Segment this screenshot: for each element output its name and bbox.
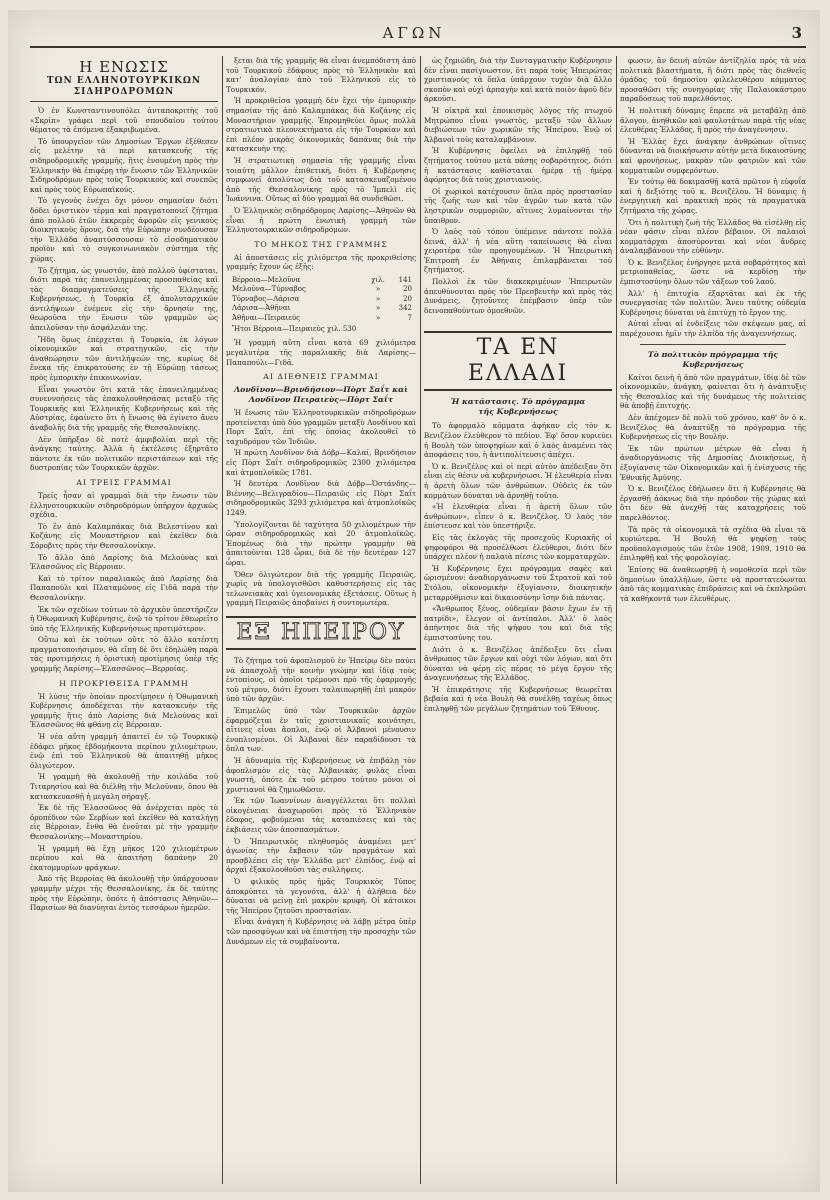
paragraph: Ἐκ τῶν Ἰωαννίνων ἀναγγέλλεται ὅτι πολλαὶ οἰκογένειαι ἀναχωροῦσι πρὸς τὸ Ἑλληνικὸν ἔδαφος, φοβούμεναι τὰς καταπιέσεις καὶ τὰς ἐκβιάσεις τῶν ἀποσπασμάτων.	[226, 796, 416, 835]
paragraph: Τὸ ζήτημα, ὡς γνωστόν, ἀπὸ πολλοῦ ὑφίσταται, διότι παρὰ τὰς ἐπανειλημμένας προσπαθείας καὶ τὰς διαπραγματεύσεις τῆς Ἑλληνικῆς Κυβερνήσεως, ἡ Τουρκία ἐξ ἀπολυταρχικῶν ἀντιλήψεων ἐνέμενε εἰς τὴν ἄρνησίν της, θεωροῦσα τὴν ἕνωσιν τῶν γραμμῶν ὡς ἀπειλοῦσαν τὴν ἀσφάλειάν της.	[30, 265, 218, 333]
paragraph: Οὕτω καὶ ἐκ τούτων οὔτε τὸ ἄλλο κατέστη πραγματοποιήσιμον, θὰ εἴπῃ δὲ ὅτι ἐδηλώθη παρὰ τὰς προτιμήσεις ἡ ὁριστικὴ προτίμησις ὑπὲρ τῆς γραμμῆς Λαρίσης—Ἐλασσῶνος—Βερροίας.	[30, 635, 218, 674]
section-heading: ΑΙ ΤΡΕΙΣ ΓΡΑΜΜΑΙ	[76, 477, 172, 487]
column-divider	[616, 56, 617, 1184]
route-name: Τύρναβος—Λάρισα	[232, 294, 300, 303]
section-subheading: τῆς Κυβερνήσεως	[478, 407, 558, 417]
article-subheadline: ΤΩΝ ΕΛΛΗΝΟΤΟΥΡΚΙΚΩΝ ΣΙΔΗΡΟΔΡΟΜΩΝ	[30, 76, 218, 102]
paragraph: Ἡ γραμμὴ θὰ ἔχῃ μῆκος 120 χιλιομέτρων περίπου καὶ θὰ ἀπαιτήσῃ δαπάνην 20 ἑκατομμυρίων φράγκων.	[30, 843, 218, 872]
column-1	[30, 56, 218, 1184]
distance-value: 7	[407, 313, 412, 322]
table-total: Ἤτοι Βέρροια—Πειραιεὺς χιλ. 530	[232, 324, 357, 333]
paragraph: Ὅθεν ὁλιγώτερον διὰ τῆς γραμμῆς Πειραιῶς, χωρὶς νὰ ὑπολογισθῶσι καθυστερήσεις εἰς τὰς τελωνειακὰς καὶ ὑγειονομικὰς ἐξετάσεις. Οὕτως ἡ γραμμὴ Πειραιῶς ἀποβαίνει ἡ συντομωτέρα.	[226, 569, 416, 608]
section-heading: Η ΠΡΟΚΡΙΘΕΙΣΑ ΓΡΑΜΜΗ	[59, 678, 189, 688]
paragraph: Ὁ κ. Βενιζέλος ἐδήλωσεν ὅτι ἡ Κυβέρνησις θὰ ἐργασθῇ ἀόκνως διὰ τὴν πρόοδον τῆς χώρας καὶ ὅτι δὲν θὰ ἀνεχθῇ τὰς καταχρήσεις τοῦ παρελθόντος.	[620, 484, 806, 522]
paragraph: Ἡ Κυβέρνησις ἔχει πρόγραμμα σαφὲς καὶ ὡρισμένον: ἀναδιοργάνωσιν τοῦ Στρατοῦ καὶ τοῦ Στόλου, οἰκονομικὴν ἐξυγίανσιν, διοικητικὴν μεταρρύθμισιν καὶ δικαιοσύνην ἴσην διὰ πάντας.	[424, 563, 612, 602]
paragraph: Ἐπιμελῶς ὑπὸ τῶν Τουρκικῶν ἀρχῶν ἐφαρμόζεται ἐν ταῖς χριστιανικαῖς κοινότησι, αἵτινες εἶναι ἄοπλοι, ἐνῷ οἱ Ἀλβανοὶ μένουσιν ἐνοπλισμένοι. Οἱ Ἀλβανοὶ δὲν παραδίδουσι τὰ ὅπλα των.	[226, 705, 416, 754]
masthead-title: ΑΓΩΝ	[382, 24, 446, 42]
table-row	[232, 295, 412, 304]
paragraph: «Ἄνθρωπος ξένος, οὐδεμίαν βάσιν ἔχων ἐν τῇ πατρίδι», ἔλεγον οἱ ἀντίπαλοι. Ἀλλ' ὁ λαὸς ἀπήντησε διὰ τῆς ψήφου του καὶ διὰ τῆς ἐμπιστοσύνης του.	[424, 604, 612, 642]
unit: χιλ.	[371, 275, 385, 284]
paragraph: Ἡ δευτέρα Λονδῖνον διὰ Δόβρ—Ὀστάνδης—Βιέννης—Βελιγραδίου—Πειραιῶς εἰς Πὸρτ Σαΐτ σιδηροδρομικῶς 3293 χιλιόμετρα καὶ ἀτμοπλοϊκῶς 1249.	[226, 479, 416, 518]
paragraph: Ἡ λύσις τῆν ὁποίαν προετίμησεν ἡ Ὀθωμανικὴ Κυβέρνησις ἀποδέχεται τὴν κατασκευὴν τῆς γραμμῆς ἥτις ἀπὸ Λαρίσης διὰ Μελούνας καὶ Ἐλασσῶνος θὰ φθάνῃ εἰς Βέρροιαν.	[30, 691, 218, 730]
paragraph: Ἡ ἀδυναμία τῆς Κυβερνήσεως νὰ ἐπιβάλῃ τὸν ἀφοπλισμὸν εἰς τὰς Ἀλβανικὰς φυλὰς εἶναι γνωστή, ὁπότε ἐκ τοῦ μέτρου τούτου μόνοι οἱ χριστιανοὶ θὰ ζημιωθῶσιν.	[226, 755, 416, 794]
paragraph: Τρεῖς ἦσαν αἱ γραμμαὶ διὰ τὴν ἕνωσιν τῶν ἑλληνοτουρκικῶν σιδηροδρόμων ὑπῆρχον ἀρχικῶς σχέδια.	[30, 490, 218, 520]
paragraph: Ἡ νέα αὕτη γραμμὴ ἀπαιτεῖ ἐν τῷ Τουρκικῷ ἐδάφει μῆκος ἑβδομήκοντα περίπου χιλιομέτρων, ἐνῷ ἐπὶ τοῦ Ἑλληνικοῦ θὰ ἀπαιτηθῇ μῆκος ὀλιγώτερον.	[30, 732, 218, 770]
column-divider	[222, 56, 223, 1184]
paragraph: Αἱ ἀποστάσεις εἰς χιλιόμετρα τῆς προκριθείσης γραμμῆς ἔχουν ὡς ἑξῆς:	[226, 252, 416, 272]
column-4	[620, 56, 806, 1184]
table-row	[232, 285, 412, 294]
section-banner-greece: ΤΑ ΕΝ ΕΛΛΑΔΙ	[424, 331, 612, 391]
section-subheading: Λονδῖνον Πειραιεὺς—Πὸρτ Σαΐτ	[248, 395, 394, 405]
distance-value: 20	[403, 285, 412, 294]
paragraph: Ἡ Ἑλλὰς ἔχει ἀνάγκην ἀνθρώπων οἵτινες δύνανται νὰ διοικήσωσιν αὐτὴν μετὰ δικαιοσύνης καὶ φρονήσεως, μακρὰν τῶν φατριῶν καὶ τῶν κομματικῶν συμφερόντων.	[620, 136, 806, 175]
paragraph: Πολλοὶ ἐκ τῶν διακεκριμένων Ἠπειρωτῶν ἀπευθύνονται πρὸς τὸν Πρεσβευτὴν καὶ πρὸς τὰς Δυνάμεις, ζητοῦντες ἐπέμβασιν ὑπὲρ τῶν δεινοπαθούντων ὁμοεθνῶν.	[424, 277, 612, 315]
distance-value: 20	[403, 294, 412, 303]
unit: »	[375, 313, 381, 322]
paragraph: Ἡ προκριθεῖσα γραμμὴ δὲν ἔχει τὴν ἐμπορικὴν σημασίαν τῆς ἀπὸ Καλαμπάκας διὰ Κοζάνης εἰς Μοναστήριον γραμμῆς. Ἐπρομηθεύει ὅμως πολλὰ στρατιωτικὰ πλεονεκτήματα εἰς τὴν Τουρκίαν καὶ ἐπὶ πλέον μικρὰς ὀικονομικὰς δαπάνας διὰ τὴν κατασκευὴν της.	[226, 96, 416, 154]
paragraph: Ἐκ δὲ τῆς Ἐλασσῶνος θὰ ἀνέρχεται πρὸς τὸ ὀροπέδιον τῶν Σερβίων καὶ ἐκεῖθεν θὰ καταλήγῃ εἰς Βέρροιαν, ἔνθα θὰ ἑνοῦται μὲ τὴν γραμμὴν Θεσσαλονίκης—Μοναστηρίου.	[30, 803, 218, 841]
table-row	[232, 304, 412, 313]
distance-value: 342	[398, 304, 412, 313]
spacer	[424, 317, 612, 323]
unit: »	[375, 285, 381, 294]
paragraph: Ἀλλ' ἡ ἐπιτυχία ἐξαρτᾶται καὶ ἐκ τῆς συνεργασίας τῶν πολιτῶν. Ἄνευ ταύτης οὐδεμία Κυβέρνησις δύναται νὰ ἐπιτύχῃ τὸ ἔργον της.	[620, 288, 806, 317]
page-header	[8, 24, 820, 54]
paragraph: Ἡ Κυβέρνησις ὀφείλει νὰ ἐπιληφθῇ τοῦ ζητήματος τούτου μετὰ πάσης σοβαρότητος, διότι ἡ κατάστασις καθίσταται ἡμέρᾳ τῇ ἡμέρᾳ ἀφόρητος διὰ τοὺς χριστιανούς.	[424, 146, 612, 185]
route-name: Λάρισα—Ἀθῆναι	[232, 304, 291, 313]
paragraph: Δὲν ὑπῆρξαν δὲ ποτὲ ἀμφιβολίαι περὶ τῆς ἀνάγκης ταύτης. Ἀλλὰ ἡ ἐκτέλεσις ἐξηρτᾶτο πάντοτε ἐκ τῶν πολιτικῶν περιστάσεων καὶ τῆς δυστροπίας τῶν Τουρκικῶν ἀρχῶν.	[30, 434, 218, 473]
distance-value: 141	[398, 275, 412, 284]
paragraph: Τὸ ἄλλο ἀπὸ Λαρίσης διὰ Μελούνας καὶ Ἐλασσῶνος εἰς Βέρροιαν.	[30, 552, 218, 572]
paragraph: ξεται διὰ τῆς γραμμῆς θὰ εἶναι ἀνεμπόδιστη ἀπὸ τοῦ Τουρκικοῦ ἐδάφους πρὸς τὸ Ἑλληνικὸν καὶ κατ' ἀναλογίαν ἀπὸ τοῦ Ἑλληνικοῦ εἰς τὸ Τουρκικόν.	[226, 56, 416, 94]
route-name: Ἀθῆναι—Πειραιεύς	[232, 313, 301, 322]
column-2	[226, 56, 416, 1184]
paragraph: Ἡ οἰκτρὰ καὶ ἐποικισμὸς λόγος τῆς πτωχοῦ Μητρώπου εἶναι γνωστὸς, μεταξὺ τῶν ἄλλων διεβιώσεων τῶν χωρικῶν τῆς Ἠπείρου. Ἐνῷ οἱ Ἀλβανοὶ τοὺς καταλαμβάνουν.	[424, 105, 612, 144]
paragraph: Αὐταὶ εἶναι αἱ ἐνδείξεις τῶν σκέψεων μας, αἱ παρέχουσαι ἡμῖν τὴν ἐλπίδα τῆς ἀναγεννήσεως.	[620, 319, 806, 339]
paragraph: Διότι ὁ κ. Βενιζέλος ἀπέδειξεν ὅτι εἶναι ἄνθρωπος τῶν ἔργων καὶ οὐχὶ τῶν λόγων, καὶ ὅτι δύναται νὰ φέρῃ εἰς πέρας τὸ μέγα ἔργον τῆς ἀναγεννήσεως τῆς Ἑλλάδος.	[424, 644, 612, 683]
paragraph: Καίτοι δεινὴ ἡ ἀπὸ τῶν πραγμάτων, ἰδίᾳ δὲ τῶν οἰκονομικῶν, ἀνάγκη, φαίνεται ὅτι ἡ ἀνάπτυξις τῆς Θεσσαλίας καὶ τῆς δυνάμεως τῆς πολιτείας θὰ ἀποβῇ ἐπιτυχής.	[620, 372, 806, 411]
paragraph: Εἶναι ἀνάγκη ἡ Κυβέρνησις νὰ λάβῃ μέτρα ὑπὲρ τῶν προσφύγων καὶ νὰ ἐπιστήσῃ τὴν προσοχὴν τῶν Δυνάμεων εἰς τὰ συμβαίνοντα.	[226, 917, 416, 946]
paragraph: Εἰς τὰς ἐκλογὰς τῆς προσεχοῦς Κυριακῆς οἱ ψηφοφόροι θὰ προσέλθωσι ἐλεύθεροι, διότι δὲν ὑπάρχει πλέον ἡ παλαιὰ πίεσις τῶν κομματαρχῶν.	[424, 532, 612, 562]
paragraph: Ὑπολογίζονται δὲ ταχύτητα 50 χιλιομέτρων τὴν ὥραν σιδηροδρομικῶς καὶ 20 ἀτμοπλοϊκῶς. Ἐπομένως διὰ τὴν πρώτην γραμμὴν θὰ ἀπαιτοῦνται 128 ὧραι, διὰ δὲ τὴν δευτέραν 127 ὧραι.	[226, 519, 416, 567]
header-rule	[30, 46, 806, 48]
paragraph: Ἀπὸ τῆς Βερροίας θὰ ἀκολουθῇ τὴν ὑπάρχουσαν γραμμὴν μέχρι τῆς Θεσσαλονίκης, ἐκ δὲ ταύτης πρὸς τὴν Εὐρώπην, ὁπότε ἡ ἀπόστασις Ἀθηνῶν—Παρισίων θὰ διανύηται ἐντὸς τεσσάρων ἡμερῶν.	[30, 874, 218, 913]
paragraph: Ὁ κ. Βενιζέλος καὶ οἱ περὶ αὐτὸν ἀπέδειξαν ὅτι εἶναι εἰς θέσιν νὰ κυβερνήσωσι. Ἡ ἐλευθερία εἶναι ἡ ἀρετὴ ὅλων τῶν ἀνθρώπων. Οὐδεὶς ἐκ τῶν κομμάτων δύναται νὰ ἀρνηθῇ τοῦτο.	[424, 461, 612, 500]
paragraph: Ἡ ἕνωσις τῶν Ἑλληνοτουρκικῶν σιδηροδρόμων προτείνεται ὑπὸ δύο γραμμῶν μεταξὺ Λονδίνου καὶ Πορτ Σαΐτ, ἐπὶ τῆς ὁποίας ἀκολουθεῖ τὸ ταχυδρόμον τῶν Ἰνδιῶν.	[226, 408, 416, 446]
paragraph: Τὸ ἓν ἀπὸ Καλαμπάκας διὰ Βελεστίνου καὶ Κοζάνης εἰς Μοναστήριον καὶ ἐκεῖθεν διὰ Σόροβιτς πρὸς τὴν Θεσσαλονίκην.	[30, 521, 218, 550]
table-row	[232, 276, 412, 285]
section-heading: ΑΙ ΔΙΕΘΝΕΙΣ ΓΡΑΜΜΑΙ	[263, 372, 379, 382]
paragraph: Τὸ ζήτημα τοῦ ἀφοπλισμοῦ ἐν Ἠπείρῳ δὲν παύει νὰ ἀπασχολῇ τὴν κοινὴν γνώμην καὶ ἰδίᾳ τοὺς ἐντοπίους, οἱ ὁποῖοι τρέμουσι πρὸ τῆς ἐφαρμογῆς τοῦ μέτρου, διότι ἔχουσι ταλαιπωρηθῇ ἐπὶ μακρόν ὑπὸ τῶν ἀρχῶν.	[226, 655, 416, 704]
paragraph: Τὸ ὑπουργεῖον τῶν Δημοσίων Ἔργων ἐξέθεσεν εἰς μελέτην τὰ περὶ κατασκευῆς τῆς σιδηροδρομικῆς γραμμῆς, ἥτις ἑνουμένη πρὸς τὴν Ἑλληνικὴν θὰ ἐπιφέρῃ τὴν ἕνωσιν τῶν Ἑλληνικῶν Σιδηροδρόμων πρὸς τοὺς Τουρκικοὺς καὶ συνεπῶς καὶ πρὸς τοὺς Εὐρωπαϊκούς.	[30, 136, 218, 194]
paragraph: Τὸ γεγονὸς ἐνέχει ὄχι μόνον σημασίαν διότι δόδει ὁριστικὸν τέρμα καὶ πραγματοποιεῖ ζήτημα ἀπὸ πολλοῦ ἐτῶν ἐκκρεμὲς ἀφορῶν εἰς γενικοὺς διοικητικοὺς ὅρους, διὰ τὴν Εὐρώπην συνδέουσαν τὴν Ἑλλάδα ἀναπτύσσουσαν τὸ εἰσοδηματικὸν προϊὸν καὶ τὸ συγκοινωνιακὸν σύστημα τῆς χώρας.	[30, 196, 218, 263]
paragraph: Ἡ γραμμὴ θὰ ἀκολουθῇ τὴν κοιλάδα τοῦ Τιταρησίου καὶ θὰ διέλθῃ τὴν Μελοῦναν, ὅπου θὰ κατασκευασθῇ ἡ μεγάλη σήραγξ.	[30, 772, 218, 801]
paragraph: Ὁ λαὸς τοῦ τόπου ὑπέμεινε πάντοτε πολλὰ δεινά, ἀλλ' ἡ νέα αὕτη ταπείνωσις θὰ εἶναι χειροτέρα τῶν προηγουμένων. Ἡ Ἠπειρωτικὴ Ἐπιτροπὴ ἐν Ἀθήναις ἐπιλαμβάνεται τοῦ ζητήματος.	[424, 227, 612, 275]
paragraph: Ἡ στρατιωτικὴ σημασία τῆς γραμμῆς εἶναι τοιαύτη μᾶλλον ἐπιθετική, διότι ἡ Κυβέρνησις συμφωνεῖ ἀπολύτως διὰ τοῦ κατασκευαζομένου ἀπὸ τῆς Θεσσαλονίκης πρὸς τὸ Ἰμπελὶ εἰς Ἰωάννινα. Οὕτως αἱ δύο γραμμαὶ θὰ συνδεθῶσι.	[226, 155, 416, 204]
paragraph: Τὸ ἀφορμαλὸ κόμματα ἀφήκαν εἰς τὸν κ. Βενιζέλον ἐλεύθερον τὸ πεδίον. Ἐφ' ὅσον κυριεύει ἡ Βουλὴ τῶν ὑποψηφίων καὶ ὁ λαὸς ἀναμένει τὰς ἀποφάσεις του, ἡ ἀντιπολίτευσις ἀπέχει.	[424, 421, 612, 460]
paragraph: Ἡ γραμμὴ αὕτη εἶναι κατὰ 69 χιλιόμετρα μεγαλυτέρα τῆς παραλιακῆς διὰ Λαρίσης—Παπαπούλι—Γιδᾶ.	[226, 338, 416, 367]
paragraph: Ὁ Ἠπειρωτικὸς πληθυσμὸς ἀναμένει μετ' ἀγωνίας τὴν ἔκβασιν τῶν πραγμάτων καὶ προσβλέπει εἰς τὴν Ἑλλάδα μετ' ἐλπίδος, ἐνῷ αἱ ἀρχαὶ ἐξακολουθοῦσι τὰς συλλήψεις.	[226, 836, 416, 875]
paragraph: Οἱ χωρικοὶ κατέχουσιν ὅπλα πρὸς προστασίαν τῆς ζωῆς των καὶ τῶν ἀγρῶν των κατὰ τῶν ληστρικῶν συμμοριῶν, αἵτινες λυμαίνονται τὴν ὕπαιθρον.	[424, 186, 612, 225]
paragraph: Ἡ πρώτη Λονδῖνον διὰ Δόβρ—Καλαί, Βρινδήσιον εἰς Πὸρτ Σαΐτ σιδηροδρομικῶς 2300 χιλιόμετρα καὶ ἀτμοπλοϊκῶς 1781.	[226, 448, 416, 477]
unit: »	[375, 294, 381, 303]
paragraph: Ἐκ τῶν πρώτων μέτρων θὰ εἶναι ἡ ἀναδιοργάνωσις τῆς Δημοσίας Διοικήσεως, ἡ ἐξυγίανσις τῶν Οἰκονομικῶν καὶ ἡ ἐνίσχυσις τῆς Ἐθνικῆς Ἀμύνης.	[620, 443, 806, 482]
paragraph: Ἡ ἐπικράτησις τῆς Κυβερνήσεως θεωρεῖται βεβαία καὶ ἡ νέα Βουλὴ θὰ συνέλθῃ ταχέως ὅπως ἐπιληφθῇ τῶν μεγάλων ζητημάτων τοῦ Ἔθνους.	[424, 684, 612, 714]
paragraph: Δὲν ἀπέχομεν δὲ πολὺ τοῦ χρόνου, καθ' ὃν ὁ κ. Βενιζέλος θὰ ἀναπτύξῃ τὸ πρόγραμμα τῆς Κυβερνήσεως εἰς τὴν Βουλήν.	[620, 413, 806, 442]
page-number: 3	[791, 24, 802, 42]
paragraph: Ἤδη ὅμως ἐπέρχεται ἡ Τουρκία, ἐκ λόγων οἰκονομικῶν καὶ στρατηγικῶν, εἰς τὴν ἀναθεώρησιν τῶν ἀντιλήψεών της, κυρίως δὲ ἕνεκα τῆς ἐπικρατούσης ἐν τῇ Εὐρώπῃ τάσεως πρὸς ἐμπορικὴν ἐπικοινωνίαν.	[30, 334, 218, 383]
section-heading: Τὸ πολιτικὸν πρόγραμμα τῆς Κυβερνήσεως	[647, 349, 779, 369]
route-name: Βέρροια—Μελοῦνα	[232, 275, 301, 284]
distance-table	[232, 276, 412, 334]
table-row	[232, 314, 412, 323]
column-divider	[420, 56, 421, 1184]
section-divider	[640, 344, 786, 345]
route-name: Μελοῦνα—Τύρναβος	[232, 285, 306, 294]
paragraph: ὡς ζημιῶδη, διὰ τὴν Συνταγματικὴν Κυβέρνησιν δὲν εἶναι πασίγνωστον, ὅτι παρὰ τοὺς Ἠπειρώτας χριστιανοὺς τὰ ὅπλα ὑπάρχουν τυχὸν διὰ ἄλλο σκοπὸν καὶ οὐχὶ ἀρπαγὴν καὶ κατὰ ποιὸν ἀφοῦ δὲν ἀρκοῦσι.	[424, 56, 612, 104]
newspaper-page	[8, 10, 820, 1192]
section-subheading: Ἡ κατάστασις. Τὸ πρόγραμμα	[450, 397, 586, 407]
paragraph: Ἡ πολιτικὴ δύναμις ἔπρεπε νὰ μεταβάλῃ ἀπὸ ἄλογον, ἀνηθικῶν καὶ φαυλοτάτων παρὰ τῆς νέας ἐλευθέρας Ἑλλάδος, ἣ πρὸς τὴν ἀναγέννησιν.	[620, 105, 806, 135]
section-heading: ΤΟ ΜΗΚΟΣ ΤΗΣ ΓΡΑΜΜΗΣ	[254, 239, 388, 249]
paragraph: Ὁ κ. Βενιζέλος ἐνήργησε μετὰ σοβαρότητος καὶ μετριοπαθείας, ὥστε νὰ κερδίσῃ τὴν ἐμπιστοσύνην ὅλων τῶν τάξεων τοῦ λαοῦ.	[620, 257, 806, 287]
paragraph: Ὁ φιλικὸς πρὸς ἡμᾶς Τουρκικὸς Τύπος ἀποκρύπτει τὰ γεγονότα, ἀλλ' ἡ ἀλήθεια δὲν δύναται νὰ μείνῃ ἐπὶ μακρὸν κρυφή. Οἱ κάτοικοι τῆς Ἠπείρου ζητοῦσι προστασίαν.	[226, 877, 416, 915]
paragraph: Ἐν τούτῳ θὰ δοκιμασθῇ κατὰ πρῶτον ἡ εὐφυΐα καὶ ἡ δεξιότης τοῦ κ. Βενιζέλου. Ἡ δύναμις ἡ ἐνεργητικὴ καὶ πρακτικὴ πρὸς τὰ πραγματικὰ ζητήματα τῆς χώρας.	[620, 177, 806, 215]
paragraph: Τὰ πρὸς τὰ οἰκονομικὰ τὰ σχέδια θὰ εἶναι τὰ κυριώτερα. Ἡ Βουλὴ θὰ ψηφίσῃ τοὺς προϋπολογισμοὺς τῶν ἐτῶν 1908, 1909, 1910 θὰ ἐπιληφθῇ καὶ τῆς φορολογίας.	[620, 524, 806, 563]
section-subheading: Λονδῖνον—Βρινδήσιον—Πὸρτ Σαΐτ καὶ	[234, 385, 408, 395]
paragraph: Ἐπίσης θὰ ἀναθεωρηθῇ ἡ νομοθεσία περὶ τῶν δημοσίων ὑπαλλήλων, ὥστε νὰ προστατεύωνται ἀπὸ τὰς κομματικὰς ἐπιδράσεις καὶ νὰ ἐκπληρῶσι τὰ καθήκοντά των ἐλευθέρως.	[620, 564, 806, 603]
paragraph: Ὁ Ἑλληνικὸς σιδηρόδρομος Λαρίσης—Ἀθηνῶν θὰ εἶναι ἡ πρώτη ἑνωτικὴ γραμμὴ τῶν Ἑλληνοτουρκικῶν σιδηροδρόμων.	[226, 205, 416, 235]
column-3	[424, 56, 612, 1184]
paragraph: φωσιν, ἂν δεινὴ αὐτῶν ἀντίζηλία πρὸς τὰ νέα πολιτικὰ βλαστήματα, ἢ διότι πρὸς τὰς διεθνεῖς ὁμάδας τοῦ δημοσίου φιλελευθέρου κόμματος προσαθῶσι τῆς συνηγορίας τῆς Παλαιοκάστρου παραδόσεως τοῦ παρελθόντος.	[620, 56, 806, 104]
article-intro: Ὁ ἐν Κωνσταντινουπόλει ἀνταποκριτὴς τοῦ «Σκρίπ» γράφει περὶ τοῦ σπουδαίου τούτου θέματος τὰ ἑπόμενα ἐξακριβωμένα.	[30, 106, 218, 135]
paragraph: Ὅτι ἡ πολιτικὴ ζωὴ τῆς Ἑλλάδος θὰ εἰσέλθῃ εἰς νέαν φάσιν εἶναι πλέον βέβαιον. Οἱ παλαιοὶ κομματάρχαι ἀποσύρονται καὶ νέοι ἄνδρες ἀναλαμβάνουν τὴν εὐθύνην.	[620, 217, 806, 256]
paragraph: «Ἡ ἐλευθερία εἶναι ἡ ἀρετὴ ὅλων τῶν ἀνθρώπων», εἶπεν ὁ κ. Βενιζέλος. Ὁ λαὸς τὸν ἐπίστευσε καὶ τὸν ὑπεστήριξε.	[424, 502, 612, 531]
section-banner-epirus: ΕΞ ΗΠΕΙΡΟΥ	[226, 616, 416, 650]
paragraph: Εἶναι γνωστὸν ὅτι κατὰ τὰς ἐπανειλημμένας συνεννοήσεις τὰς ἐπακολουθησάσας μεταξὺ τῆς Τουρκικῆς καὶ Ἑλληνικῆς Κυβερνήσεως καὶ τῆς Αὐστρίας, ἐφαίνετο ὅτι ἡ ἕνωσις θὰ ἐγίνετο ἄνευ ἀναβολῆς διὰ τῆς γραμμῆς τῆς Θεσσαλονίκης.	[30, 384, 218, 432]
article-headline: Η ΕΝΩΣΙΣ	[79, 58, 169, 76]
unit: »	[375, 304, 381, 313]
paragraph: Ἐκ τῶν σχεδίων τούτων τὸ ἀρχικὸν ὑπεστήριζεν ἡ Ὀθωμανικὴ Κυβέρνησις, ἐνῷ τὸ τρίτον ἐθεωρεῖτο ὑπὸ τῆς Ἑλληνικῆς Κυβερνήσεως προτιμότερον.	[30, 604, 218, 633]
paragraph: Καὶ τὸ τρίτον παραλιακῶς ἀπὸ Λαρίσης διὰ Παπαπούλι καὶ Πλαταμῶνος εἰς Γιδᾶ παρὰ τὴν Θεσσαλονίκην.	[30, 573, 218, 602]
